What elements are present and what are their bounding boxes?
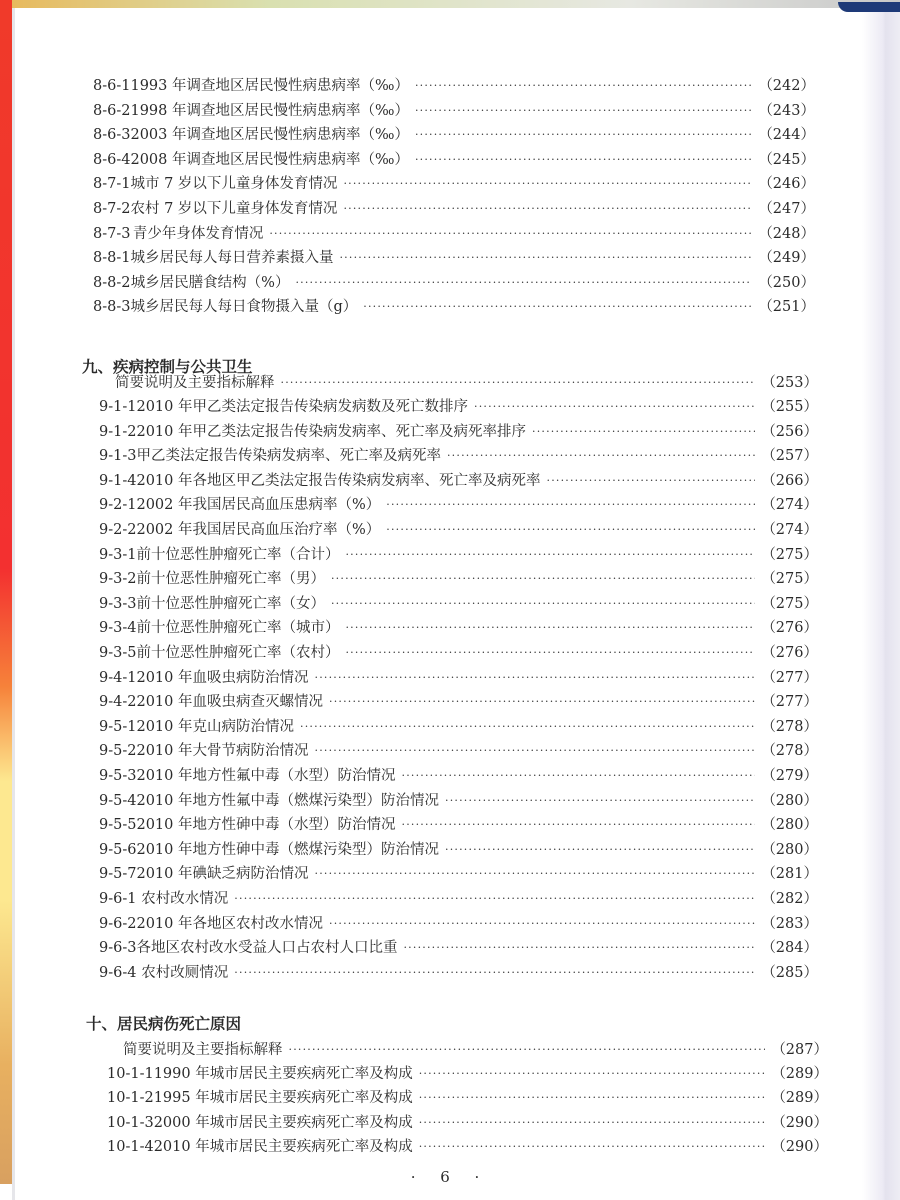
entry-code: 10-1-3 — [107, 1114, 154, 1131]
toc-entry[interactable] — [99, 739, 818, 763]
entry-code: 9-5-4 — [99, 792, 137, 809]
entry-title: 1995 年城市居民主要疾病死亡率及构成 — [153, 1090, 413, 1107]
dot-leader — [281, 371, 756, 395]
entry-page-number: （253） — [761, 375, 818, 391]
entry-page-number: （290） — [771, 1114, 828, 1131]
entry-code: 9-5-5 — [99, 817, 137, 834]
dot-leader — [419, 1111, 766, 1135]
entry-page-number: （289） — [771, 1090, 828, 1107]
entry-title: 前十位恶性肿瘤死亡率（男） — [136, 571, 325, 588]
entry-title: 前十位恶性肿瘤死亡率（合计） — [136, 546, 340, 563]
dot-leader — [445, 838, 755, 862]
entry-page-number: （256） — [761, 423, 818, 440]
entry-title: 简要说明及主要指标解释 — [115, 375, 275, 391]
toc-entry[interactable] — [93, 74, 815, 98]
toc-entry[interactable] — [99, 813, 818, 837]
entry-page-number: （257） — [761, 448, 818, 465]
dot-leader — [419, 1086, 766, 1110]
entry-title: 城乡居民每人每日营养素摄入量 — [130, 250, 334, 267]
section-heading[interactable]: 九、疾病控制与公共卫生 — [82, 357, 253, 376]
entry-title: 前十位恶性肿瘤死亡率（农村） — [136, 645, 340, 661]
entry-page-number: （248） — [758, 225, 815, 242]
entry-code: 8-8-3 — [93, 299, 131, 316]
entry-title: 各地区农村改水受益人口占农村人口比重 — [136, 940, 398, 957]
dot-leader — [386, 493, 755, 517]
entry-code: 10-1-2 — [107, 1090, 154, 1107]
entry-title: 简要说明及主要指标解释 — [123, 1042, 283, 1058]
toc-entry[interactable] — [93, 148, 815, 172]
toc-entry[interactable] — [99, 887, 818, 911]
entry-page-number: （251） — [758, 299, 815, 316]
dot-leader — [363, 295, 752, 319]
entry-code: 8-7-2 — [93, 201, 131, 217]
toc-entry[interactable] — [99, 936, 818, 960]
toc-entry[interactable] — [99, 862, 818, 886]
entry-page-number: （277） — [761, 669, 818, 686]
entry-code: 9-3-1 — [99, 546, 137, 563]
entry-title: 2010 年血吸虫病防治情况 — [136, 669, 309, 686]
dot-leader — [329, 690, 755, 714]
entry-page-number: （281） — [761, 866, 818, 883]
toc-entry[interactable] — [99, 666, 818, 690]
entry-title: 2008 年调查地区居民慢性病患病率（‰） — [130, 151, 409, 168]
toc-entry[interactable] — [93, 197, 815, 221]
entry-code: 9-1-2 — [99, 423, 137, 440]
entry-page-number: （274） — [761, 522, 818, 538]
dot-leader — [345, 616, 755, 640]
toc-entry[interactable] — [93, 99, 815, 123]
toc-entry[interactable] — [99, 838, 818, 862]
entry-title: 2010 年城市居民主要疾病死亡率及构成 — [153, 1139, 413, 1156]
entry-page-number: （275） — [761, 595, 818, 612]
toc-entry[interactable] — [107, 1086, 828, 1110]
entry-title: 甲乙类法定报告传染病发病率、死亡率及病死率 — [136, 448, 441, 465]
entry-title: 2010 年地方性砷中毒（水型）防治情况 — [136, 817, 396, 834]
entry-code: 9-6-1 — [99, 891, 137, 907]
entry-title: 前十位恶性肿瘤死亡率（城市） — [136, 620, 340, 637]
dot-leader — [415, 99, 752, 123]
entry-page-number: （289） — [771, 1066, 828, 1082]
dot-leader — [419, 1135, 766, 1159]
dot-leader — [402, 813, 756, 837]
entry-page-number: （275） — [761, 546, 818, 563]
section-heading[interactable]: 十、居民病伤死亡原因 — [86, 1014, 242, 1033]
dot-leader — [343, 172, 752, 196]
entry-title: 2000 年城市居民主要疾病死亡率及构成 — [153, 1114, 413, 1131]
entry-code: 8-7-1 — [93, 176, 131, 193]
dot-leader — [415, 74, 752, 98]
entry-title: 2010 年各地区农村改水情况 — [136, 915, 323, 932]
dot-leader — [315, 862, 756, 886]
entry-title: 青少年身体发育情况 — [132, 225, 264, 242]
entry-code: 9-6-2 — [99, 915, 137, 932]
entry-code: 8-7-3 — [93, 225, 131, 242]
entry-code: 9-2-2 — [99, 522, 137, 538]
entry-title: 前十位恶性肿瘤死亡率（女） — [136, 595, 325, 612]
dot-leader — [403, 936, 755, 960]
toc-entry[interactable] — [99, 592, 818, 616]
entry-page-number: （278） — [761, 743, 818, 760]
toc-entry[interactable] — [99, 764, 818, 788]
entry-code: 8-6-1 — [93, 78, 131, 94]
dot-leader — [269, 222, 752, 246]
entry-page-number: （283） — [761, 915, 818, 932]
entry-page-number: （274） — [761, 497, 818, 514]
entry-title: 1998 年调查地区居民慢性病患病率（‰） — [130, 102, 409, 119]
dot-leader — [289, 1038, 766, 1062]
entry-title: 农村改水情况 — [141, 891, 229, 907]
page-number: · 6 · — [410, 1168, 490, 1186]
entry-code: 9-5-6 — [99, 841, 137, 858]
entry-code: 9-6-3 — [99, 940, 137, 957]
dot-leader — [331, 592, 755, 616]
toc-entry[interactable] — [107, 1062, 828, 1086]
toc-entry[interactable] — [107, 1111, 828, 1135]
entry-page-number: （278） — [761, 718, 818, 735]
dot-leader — [445, 789, 755, 813]
toc-entry[interactable] — [99, 518, 818, 542]
entry-code: 9-3-2 — [99, 571, 137, 588]
dot-leader — [315, 739, 756, 763]
dot-leader — [234, 961, 755, 985]
entry-page-number: （280） — [761, 792, 818, 809]
entry-code: 9-1-4 — [99, 472, 137, 489]
entry-code: 8-6-2 — [93, 102, 131, 119]
entry-page-number: （279） — [761, 768, 818, 784]
entry-title: 农村 7 岁以下儿童身体发育情况 — [130, 201, 338, 217]
toc-entry[interactable] — [99, 690, 818, 714]
entry-title: 1993 年调查地区居民慢性病患病率（‰） — [130, 78, 409, 94]
dot-leader — [415, 123, 752, 147]
entry-code: 8-8-2 — [93, 274, 131, 291]
entry-page-number: （282） — [761, 891, 818, 907]
toc-entry[interactable] — [99, 789, 818, 813]
entry-code: 9-3-5 — [99, 645, 137, 661]
toc-entry[interactable] — [99, 420, 818, 444]
entry-code: 9-4-1 — [99, 669, 137, 686]
entry-page-number: （275） — [761, 571, 818, 588]
entry-code: 9-5-2 — [99, 743, 137, 760]
entry-title: 2010 年地方性砷中毒（燃煤污染型）防治情况 — [136, 841, 439, 858]
dot-leader — [234, 887, 755, 911]
entry-title: 2010 年克山病防治情况 — [136, 718, 294, 735]
entry-code: 9-1-3 — [99, 448, 137, 465]
dot-leader — [345, 543, 755, 567]
dot-leader — [532, 420, 755, 444]
entry-page-number: （246） — [758, 176, 815, 193]
entry-title: 城市 7 岁以下儿童身体发育情况 — [130, 176, 338, 193]
dot-leader — [343, 197, 752, 221]
dot-leader — [447, 444, 755, 468]
entry-code: 8-6-3 — [93, 127, 131, 144]
entry-code: 9-4-2 — [99, 694, 137, 711]
dot-leader — [474, 395, 755, 419]
dot-leader — [329, 912, 755, 936]
entry-code: 9-3-4 — [99, 620, 137, 637]
entry-code: 9-5-3 — [99, 768, 137, 784]
entry-page-number: （280） — [761, 817, 818, 834]
entry-page-number: （276） — [761, 645, 818, 661]
entry-page-number: （276） — [761, 620, 818, 637]
entry-page-number: （243） — [758, 102, 815, 119]
entry-code: 10-1-1 — [107, 1066, 154, 1082]
toc-entry[interactable] — [99, 567, 818, 591]
entry-code: 9-6-4 — [99, 964, 137, 981]
entry-title: 城乡居民每人每日食物摄入量（g） — [130, 299, 358, 316]
dot-leader — [300, 715, 755, 739]
toc-entry[interactable] — [99, 395, 818, 419]
entry-title: 城乡居民膳食结构（%） — [130, 274, 290, 291]
entry-code: 9-1-1 — [99, 399, 137, 415]
toc-entry[interactable] — [99, 444, 818, 468]
dot-leader — [331, 567, 755, 591]
dot-leader — [419, 1062, 766, 1086]
entry-title: 2010 年碘缺乏病防治情况 — [136, 866, 309, 883]
toc-entry[interactable] — [99, 616, 818, 640]
toc-entry[interactable] — [99, 493, 818, 517]
toc-intro-entry[interactable] — [123, 1038, 828, 1062]
entry-code: 9-2-1 — [99, 497, 137, 514]
dot-leader — [339, 246, 752, 270]
entry-page-number: （242） — [758, 78, 815, 94]
entry-page-number: （266） — [761, 472, 818, 489]
entry-page-number: （287） — [771, 1042, 828, 1058]
dot-leader — [415, 148, 752, 172]
entry-page-number: （247） — [758, 201, 815, 217]
toc-entry[interactable] — [93, 222, 815, 246]
toc-entry[interactable] — [99, 912, 818, 936]
toc-entry[interactable] — [99, 961, 818, 985]
entry-page-number: （249） — [758, 250, 815, 267]
dot-leader — [315, 666, 756, 690]
entry-title: 2002 年我国居民高血压治疗率（%） — [136, 522, 381, 538]
dot-leader — [345, 641, 755, 665]
entry-page-number: （284） — [761, 940, 818, 957]
toc-entry[interactable] — [93, 295, 815, 319]
entry-code: 9-5-1 — [99, 718, 137, 735]
entry-title: 2010 年甲乙类法定报告传染病发病率、死亡率及病死率排序 — [136, 423, 526, 440]
entry-page-number: （280） — [761, 841, 818, 858]
entry-title: 农村改厕情况 — [141, 964, 229, 981]
entry-code: 9-5-7 — [99, 866, 137, 883]
entry-title: 2003 年调查地区居民慢性病患病率（‰） — [130, 127, 409, 144]
toc-entry[interactable] — [93, 246, 815, 270]
toc-entry[interactable] — [107, 1135, 828, 1159]
entry-code: 8-6-4 — [93, 151, 131, 168]
toc-entry[interactable] — [99, 715, 818, 739]
dot-leader — [295, 271, 752, 295]
entry-page-number: （277） — [761, 694, 818, 711]
toc-entry[interactable] — [99, 469, 818, 493]
entry-page-number: （285） — [761, 964, 818, 981]
entry-title: 2010 年血吸虫病查灭螺情况 — [136, 694, 323, 711]
entry-title: 2002 年我国居民高血压患病率（%） — [136, 497, 381, 514]
entry-title: 2010 年大骨节病防治情况 — [136, 743, 309, 760]
entry-title: 2010 年地方性氟中毒（水型）防治情况 — [136, 768, 396, 784]
dot-leader — [386, 518, 755, 542]
entry-page-number: （245） — [758, 151, 815, 168]
entry-title: 2010 年各地区甲乙类法定报告传染病发病率、死亡率及病死率 — [136, 472, 541, 489]
entry-page-number: （255） — [761, 399, 818, 415]
toc-entry[interactable] — [99, 641, 818, 665]
toc-entry[interactable] — [93, 271, 815, 295]
entry-code: 8-8-1 — [93, 250, 131, 267]
toc-intro-entry[interactable] — [115, 371, 818, 395]
entry-title: 2010 年甲乙类法定报告传染病发病数及死亡数排序 — [136, 399, 468, 415]
entry-page-number: （290） — [771, 1139, 828, 1156]
toc-entry[interactable] — [93, 172, 815, 196]
entry-code: 10-1-4 — [107, 1139, 154, 1156]
entry-title: 1990 年城市居民主要疾病死亡率及构成 — [153, 1066, 413, 1082]
dot-leader — [402, 764, 756, 788]
entry-page-number: （244） — [758, 127, 815, 144]
dot-leader — [547, 469, 756, 493]
entry-title: 2010 年地方性氟中毒（燃煤污染型）防治情况 — [136, 792, 439, 809]
entry-code: 9-3-3 — [99, 595, 137, 612]
entry-page-number: （250） — [758, 274, 815, 291]
toc-entry[interactable] — [93, 123, 815, 147]
toc-entry[interactable] — [99, 543, 818, 567]
